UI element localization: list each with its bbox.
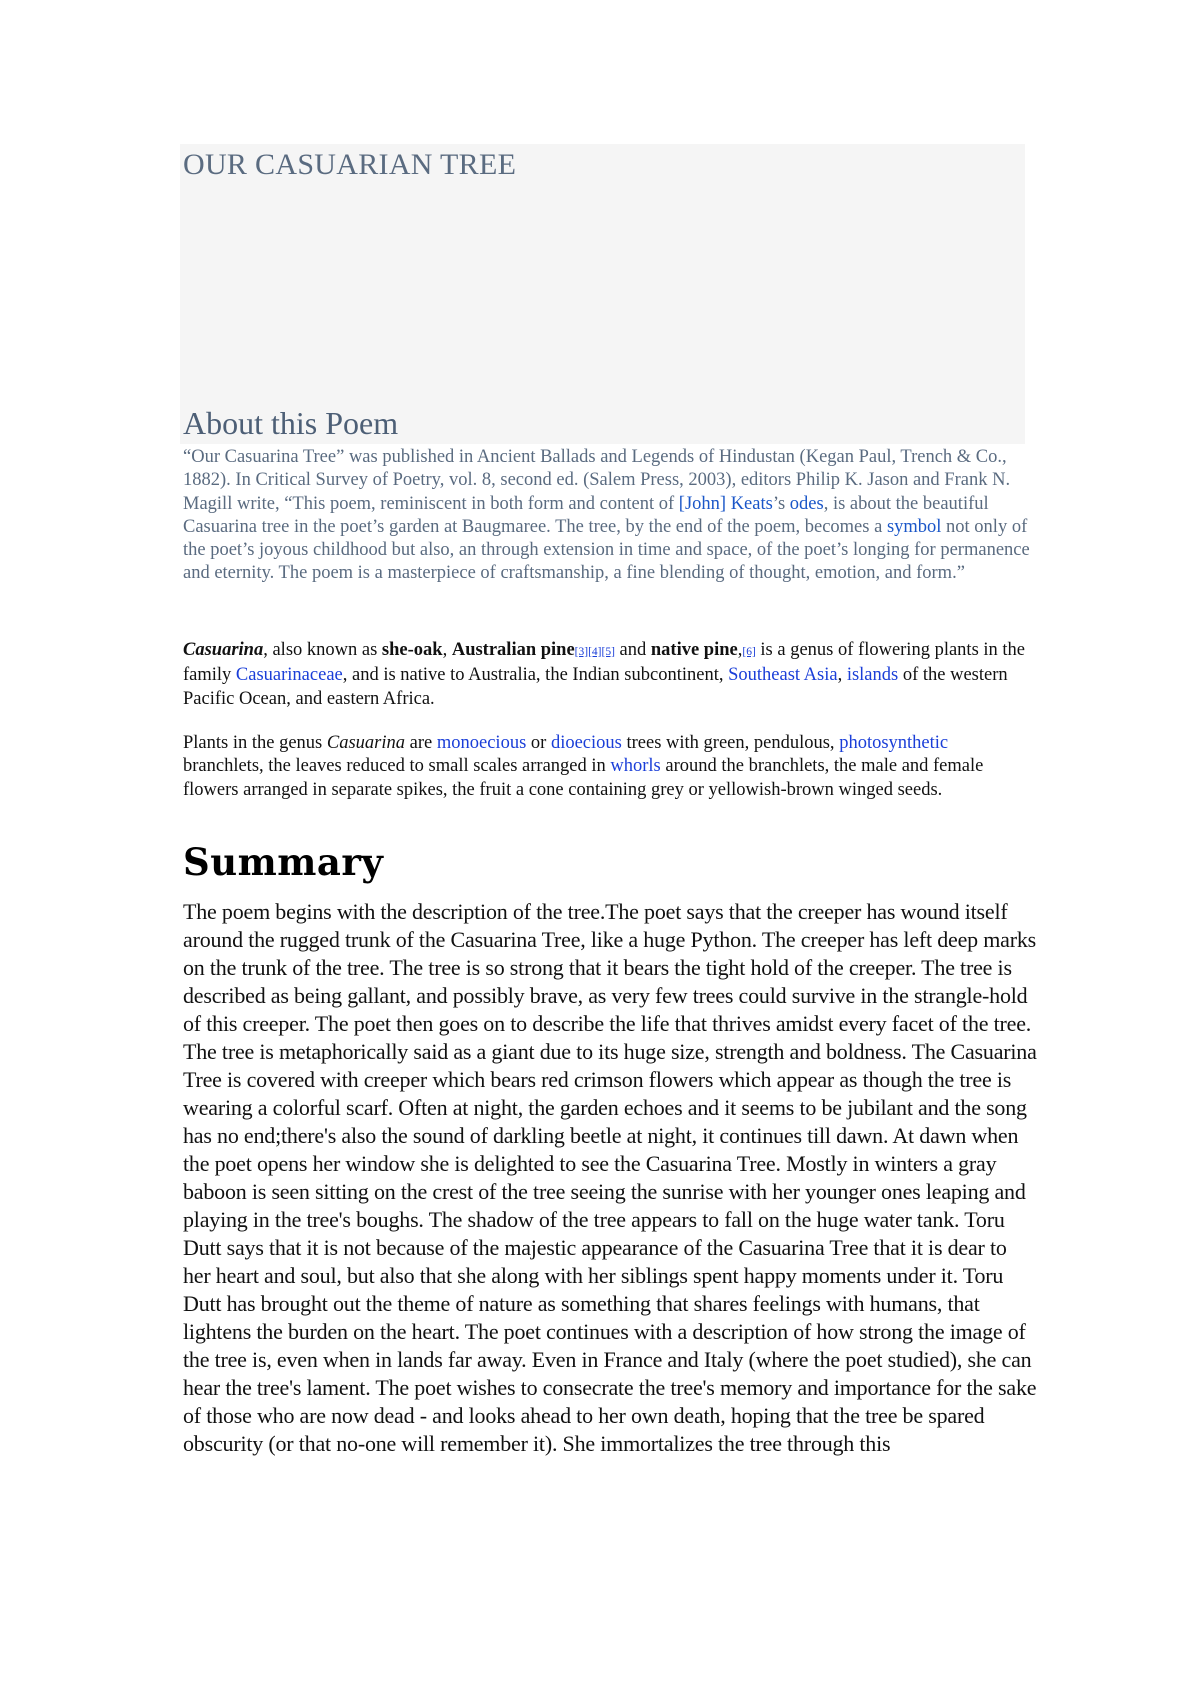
link-odes[interactable]: odes [789, 493, 824, 514]
term-native-pine: native pine [650, 640, 738, 660]
term-casuarina: Casuarina [183, 640, 264, 660]
plants-paragraph: Plants in the genus Casuarina are monoecious or dioecious trees with green, pendulous, photosynthetic branchlets, the leaves reduced to small scales arranged in whorls around the branchlets, the male and female flowers arranged in separate spikes, the fruit a cone containing grey or yellowish-brown winged seeds. [183, 733, 984, 800]
term-she-oak: she-oak [381, 640, 443, 660]
link-monoecious[interactable]: monoecious [436, 733, 527, 753]
summary-heading: Summary [183, 840, 384, 884]
link-photosynthetic[interactable]: photosynthetic [839, 733, 949, 753]
term-australian-pine: Australian pine [451, 640, 575, 660]
header-shaded-block [180, 144, 1025, 444]
link-casuarinaceae[interactable]: Casuarinaceae [235, 665, 343, 686]
link-john-keats[interactable]: [John] Keats [678, 493, 773, 514]
link-symbol[interactable]: symbol [886, 516, 942, 537]
document-title: OUR CASUARIAN TREE [183, 148, 517, 181]
link-dioecious[interactable]: dioecious [550, 733, 622, 753]
about-heading: About this Poem [183, 405, 399, 441]
link-whorls[interactable]: whorls [610, 756, 661, 777]
link-islands[interactable]: islands [846, 665, 899, 686]
summary-paragraph: The poem begins with the description of the tree.The poet says that the creeper has wound itself around the rugged trunk of the Casuarina Tree, like a huge Python. The creeper has left deep marks on the trunk of the tree. The tree is so strong that it bears the tight hold of the creeper. The tree is described as being gallant, and possibly brave, as very few trees could survive in the strangle-hold of this creeper. The poet then goes on to describe the life that thrives amidst every facet of the tree. The tree is metaphorically said as a giant due to its huge size, strength and boldness. The Casuarina Tree is covered with creeper which bears red crimson flowers which appear as though the tree is wearing a colorful scarf. Often at night, the garden echoes and it seems to be jubilant and the song has no end;there's also the sound of darkling beetle at night, it continues till dawn. At dawn when the poet opens her window she is delighted to see the Casuarina Tree. Mostly in winters a gray baboon is seen sitting on the crest of the tree seeing the sunrise with her younger ones leaping and playing in the tree's boughs. The shadow of the tree appears to fall on the huge water tank. Toru Dutt says that it is not because of the majestic appearance of the Casuarina Tree that it is dear to her heart and soul, but also that she along with her siblings spent happy moments under it. Toru Dutt has brought out the theme of nature as something that shares feelings with humans, that lightens the burden on the heart. The poet continues with a description of how strong the image of the tree is, even when in lands far away. Even in France and Italy (where the poet studied), she can hear the tree's lament. The poet wishes to consecrate the tree's memory and importance for the sake of those who are now dead - and looks ahead to her own death, hoping that the tree be spared obscurity (or that no-one will remember it). She immortalizes the tree through this [183, 899, 1037, 1456]
link-southeast-asia[interactable]: Southeast Asia [728, 665, 838, 686]
reference-link-6[interactable]: [6] [742, 646, 756, 658]
reference-links-3-4-5[interactable]: [3][4][5] [574, 646, 615, 658]
about-paragraph: “Our Casuarina Tree” was published in Ancient Ballads and Legends of Hindustan (Kegan Paul, Trench & Co., 1882). In Critical Survey of Poetry, vol. 8, second ed. (Salem Press, 2003), editors Philip K. Jason and Frank N. Magill write, “This poem, reminiscent in both form and content of [John] Keats’s odes, is about the beautiful Casuarina tree in the poet’s garden at Baugmaree. The tree, by the end of the poem, becomes a symbol not only of the poet’s joyous childhood but also, an through extension in time and space, of the poet’s longing for permanence and eternity. The poem is a masterpiece of craftsmanship, a fine blending of thought, emotion, and form.” [183, 447, 1030, 584]
genus-name: Casuarina [326, 733, 406, 753]
casuarina-paragraph: Casuarina, also known as she-oak, Australian pine[3][4][5] and native pine,[6] is a genus of flowering plants in the family Casuarinaceae, and is native to Australia, the Indian subcontinent, Southeast Asia, islands of the western Pacific Ocean, and eastern Africa. [183, 640, 1026, 709]
